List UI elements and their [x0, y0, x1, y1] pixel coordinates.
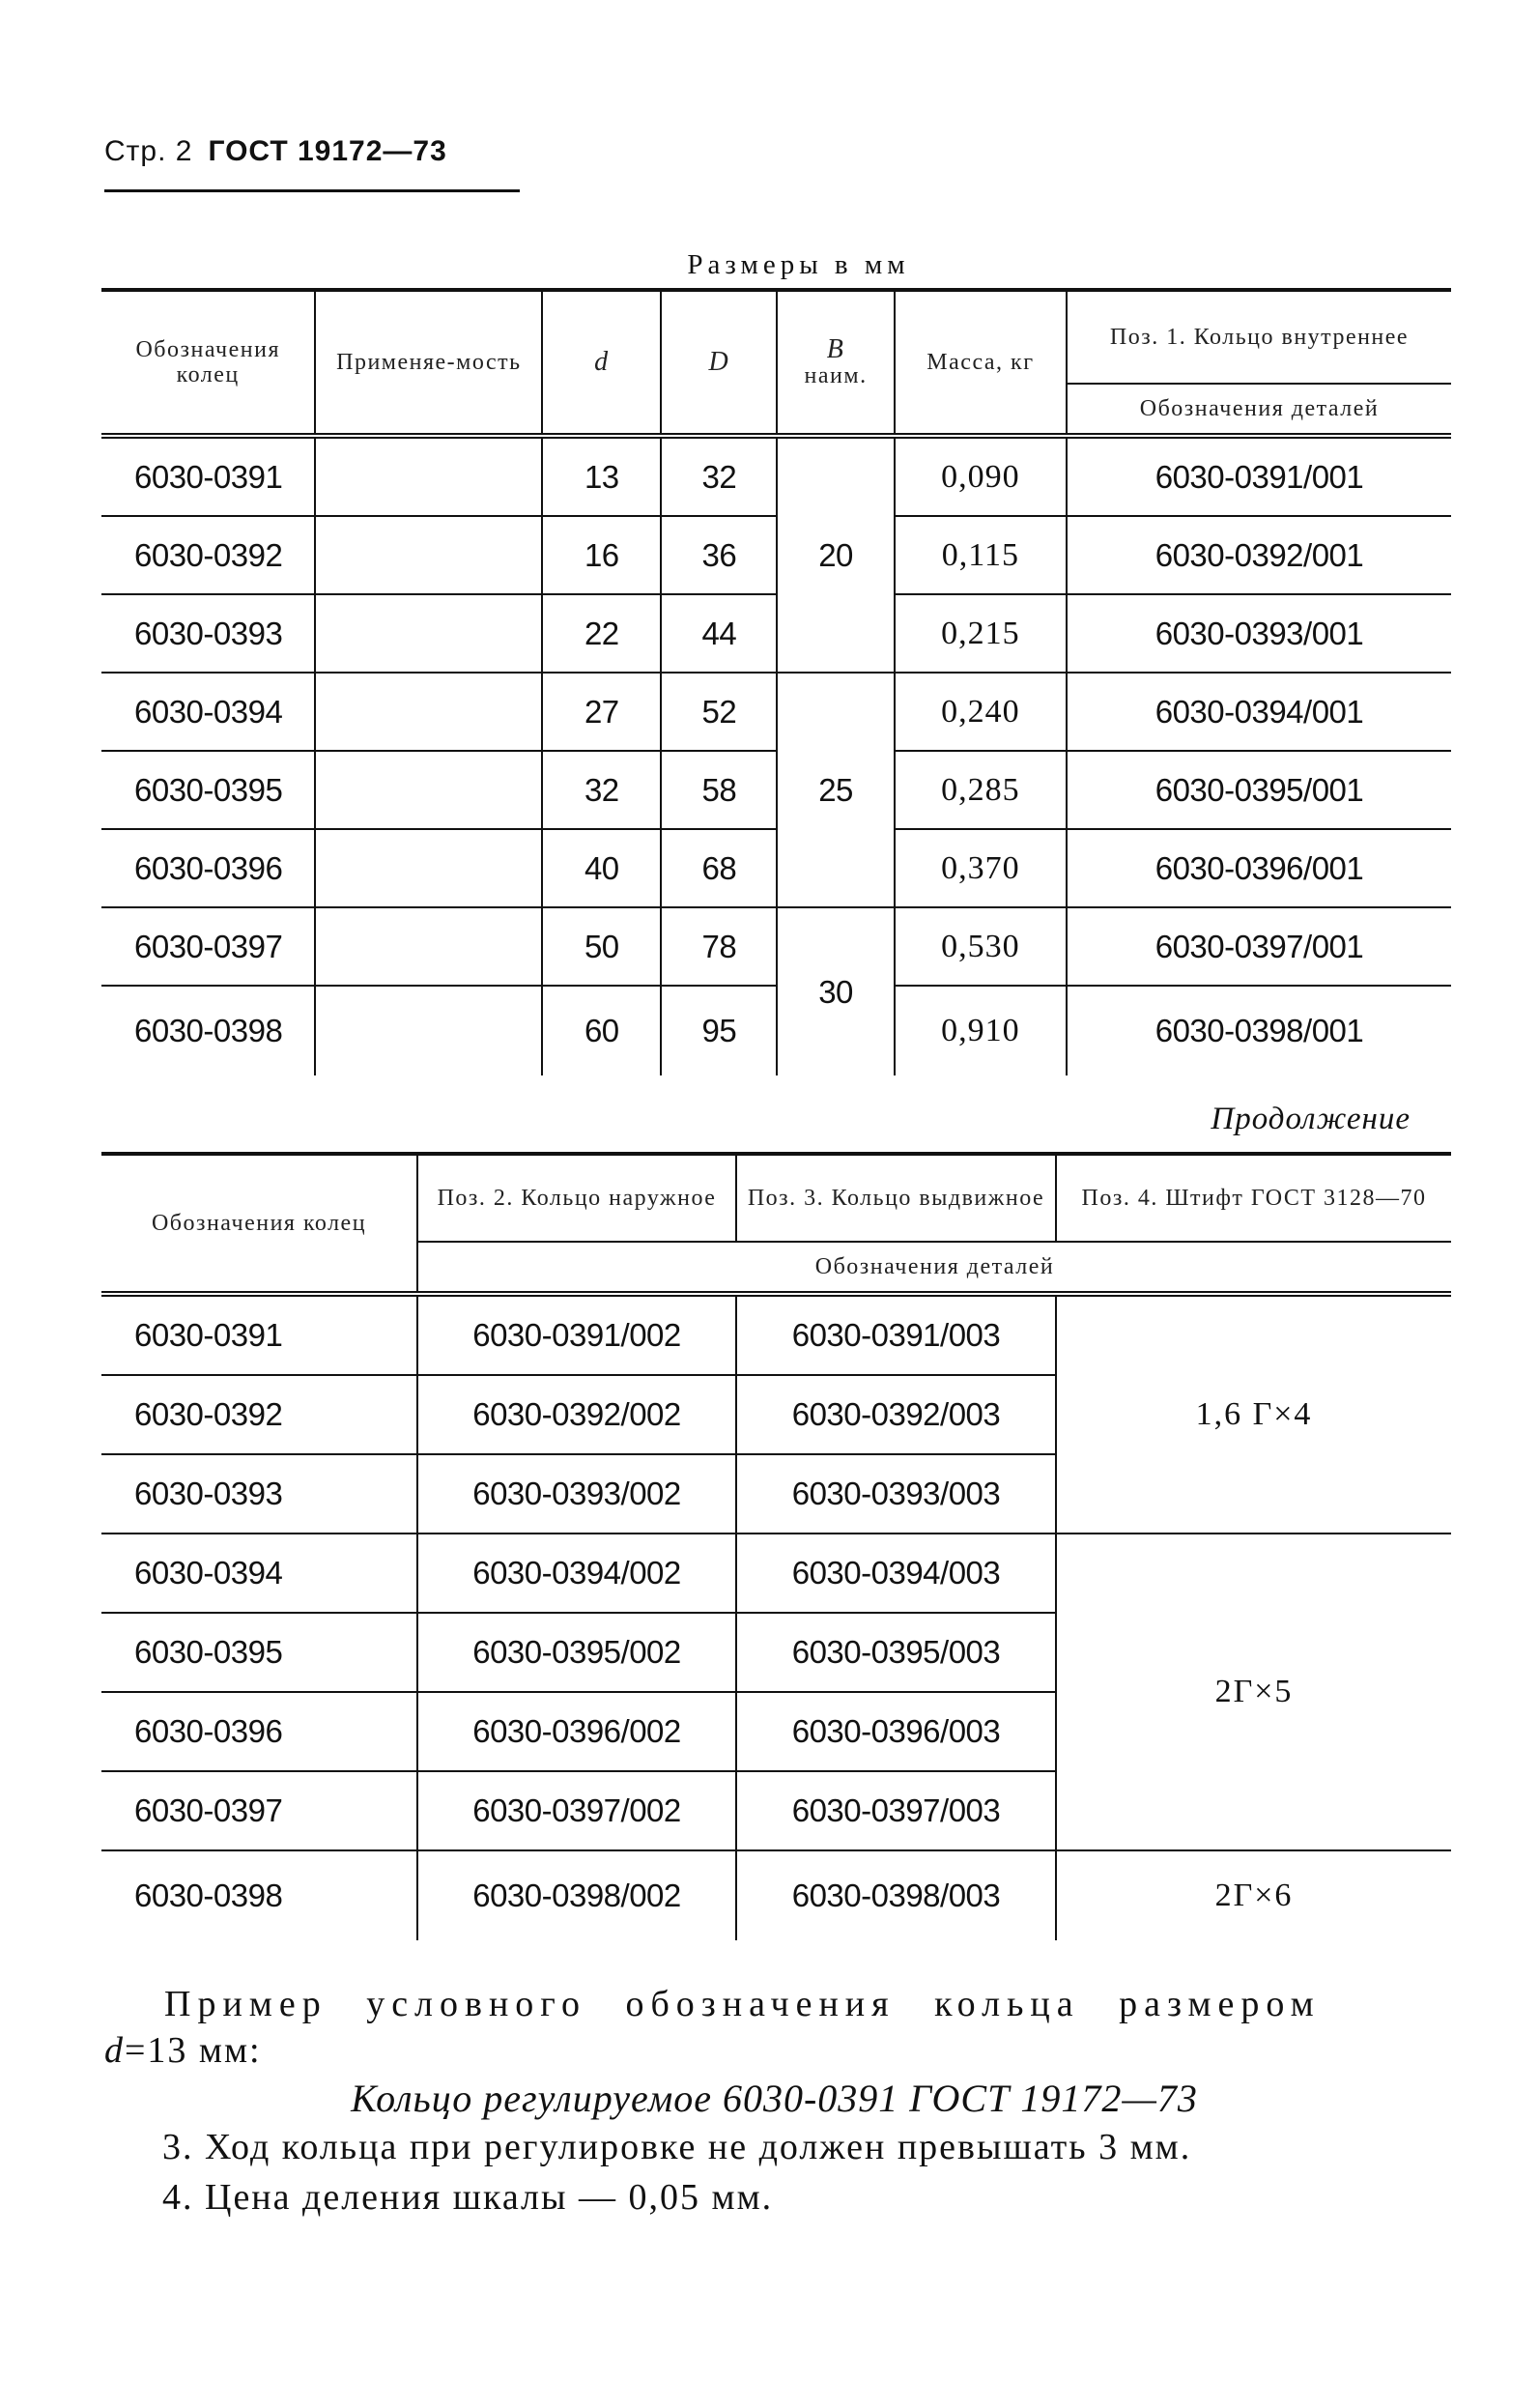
ring-code: 6030-0396 [101, 1692, 417, 1771]
requirement-3: 3. Ход кольца при регулировке не должен превышать 3 мм. [162, 2127, 1192, 2167]
col-pos1: Поз. 1. Кольцо внутреннее [1067, 290, 1451, 384]
ring-code: 6030-0396 [101, 829, 315, 907]
pos1-code: 6030-0393/001 [1067, 594, 1451, 673]
header-rule [104, 189, 520, 192]
pos1-code: 6030-0398/001 [1067, 986, 1451, 1075]
d-value: 40 [542, 829, 661, 907]
applicability-cell [315, 986, 542, 1075]
designation-example: Кольцо регулируемое 6030-0391 ГОСТ 19172—73 [351, 2077, 1198, 2120]
table-row [101, 516, 1451, 594]
col-d: d [542, 290, 661, 436]
pin-size: 1,6 Г×4 [1056, 1294, 1451, 1534]
table-row [101, 594, 1451, 673]
mass-value: 0,285 [895, 751, 1067, 829]
ring-code: 6030-0392 [101, 516, 315, 594]
col-applicability: Применяе-мость [315, 290, 542, 436]
pos1-code: 6030-0391/001 [1067, 436, 1451, 516]
continuation-label: Продолжение [1211, 1102, 1411, 1136]
d-value: 32 [542, 751, 661, 829]
pos2-code: 6030-0396/002 [417, 1692, 736, 1771]
requirement-4: 4. Цена деления шкалы — 0,05 мм. [162, 2177, 774, 2218]
col-pos2: Поз. 2. Кольцо наружное [417, 1154, 736, 1242]
table-row [101, 1534, 1451, 1613]
page-number: Стр. 2 [104, 135, 193, 167]
pos2-code: 6030-0394/002 [417, 1534, 736, 1613]
D-value: 32 [661, 436, 777, 516]
example-d-symbol: d [104, 2030, 125, 2071]
pin-size: 2Г×5 [1056, 1534, 1451, 1850]
col-pos3: Поз. 3. Кольцо выдвижное [736, 1154, 1056, 1242]
mass-value: 0,370 [895, 829, 1067, 907]
ring-code: 6030-0395 [101, 1613, 417, 1692]
pos2-code: 6030-0397/002 [417, 1771, 736, 1850]
applicability-cell [315, 594, 542, 673]
table-row [101, 673, 1451, 751]
applicability-cell [315, 673, 542, 751]
d-value: 60 [542, 986, 661, 1075]
d-value: 16 [542, 516, 661, 594]
D-value: 95 [661, 986, 777, 1075]
col-mass: Масса, кг [895, 290, 1067, 436]
col-designation: Обозначения колец [101, 290, 315, 436]
table-row [101, 436, 1451, 516]
ring-code: 6030-0393 [101, 1454, 417, 1534]
d-value: 27 [542, 673, 661, 751]
applicability-cell [315, 516, 542, 594]
B-value: 30 [777, 907, 895, 1075]
col-B-letter: B [826, 333, 845, 364]
pos3-code: 6030-0392/003 [736, 1375, 1056, 1454]
col-D: D [661, 290, 777, 436]
page-header [104, 135, 520, 168]
applicability-cell [315, 907, 542, 986]
pos3-code: 6030-0397/003 [736, 1771, 1056, 1850]
pos2-code: 6030-0395/002 [417, 1613, 736, 1692]
ring-code: 6030-0395 [101, 751, 315, 829]
parts-table [101, 1152, 1451, 1940]
col-parts-designation: Обозначения деталей [417, 1242, 1451, 1294]
d-value: 22 [542, 594, 661, 673]
pin-size: 2Г×6 [1056, 1850, 1451, 1940]
D-value: 44 [661, 594, 777, 673]
standard-number: ГОСТ 19172—73 [208, 135, 447, 167]
pos1-code: 6030-0394/001 [1067, 673, 1451, 751]
ring-code: 6030-0391 [101, 436, 315, 516]
pos2-code: 6030-0393/002 [417, 1454, 736, 1534]
table-row [101, 907, 1451, 986]
d-value: 50 [542, 907, 661, 986]
col-parts-designation: Обозначения деталей [1067, 384, 1451, 436]
pos1-code: 6030-0397/001 [1067, 907, 1451, 986]
D-value: 36 [661, 516, 777, 594]
mass-value: 0,115 [895, 516, 1067, 594]
mass-value: 0,530 [895, 907, 1067, 986]
col-designation: Обозначения колец [101, 1154, 417, 1294]
pos2-code: 6030-0392/002 [417, 1375, 736, 1454]
ring-code: 6030-0394 [101, 1534, 417, 1613]
D-value: 58 [661, 751, 777, 829]
pos1-code: 6030-0395/001 [1067, 751, 1451, 829]
example-d-value: =13 мм: [125, 2030, 262, 2071]
ring-code: 6030-0394 [101, 673, 315, 751]
example-intro-continued [104, 2029, 262, 2072]
pos3-code: 6030-0396/003 [736, 1692, 1056, 1771]
applicability-cell [315, 829, 542, 907]
dimensions-table [101, 288, 1451, 1075]
pos1-code: 6030-0396/001 [1067, 829, 1451, 907]
table-row [101, 829, 1451, 907]
ring-code: 6030-0398 [134, 1878, 283, 1913]
table-row [101, 751, 1451, 829]
ring-code: 6030-0392 [101, 1375, 417, 1454]
pos3-code: 6030-0391/003 [736, 1294, 1056, 1375]
d-value: 13 [542, 436, 661, 516]
col-B [777, 290, 895, 436]
B-value: 25 [777, 673, 895, 907]
mass-value: 0,090 [895, 436, 1067, 516]
B-value: 20 [777, 436, 895, 673]
mass-value: 0,215 [895, 594, 1067, 673]
D-value: 68 [661, 829, 777, 907]
ring-code: 6030-0391 [101, 1294, 417, 1375]
pos2-code: 6030-0391/002 [417, 1294, 736, 1375]
mass-value: 0,910 [895, 986, 1067, 1075]
applicability-cell [315, 436, 542, 516]
table-row [101, 1294, 1451, 1375]
table-row [101, 986, 1451, 1075]
mass-value: 0,240 [895, 673, 1067, 751]
D-value: 78 [661, 907, 777, 986]
pos3-code: 6030-0394/003 [736, 1534, 1056, 1613]
pos3-code: 6030-0398/003 [736, 1850, 1056, 1940]
pos2-code: 6030-0398/002 [417, 1850, 736, 1940]
pos3-code: 6030-0393/003 [736, 1454, 1056, 1534]
col-pos4: Поз. 4. Штифт ГОСТ 3128—70 [1056, 1154, 1451, 1242]
ring-code: 6030-0397 [101, 1771, 417, 1850]
ring-code: 6030-0397 [101, 907, 315, 986]
D-value: 52 [661, 673, 777, 751]
example-intro: Пример условного обозначения кольца размером [164, 1984, 1321, 2024]
units-caption: Размеры в мм [687, 249, 910, 280]
pos1-code: 6030-0392/001 [1067, 516, 1451, 594]
col-B-sub: наим. [804, 362, 868, 388]
applicability-cell [315, 751, 542, 829]
ring-code: 6030-0393 [101, 594, 315, 673]
table-row [101, 1850, 1451, 1940]
pos3-code: 6030-0395/003 [736, 1613, 1056, 1692]
ring-code: 6030-0398 [134, 1013, 283, 1048]
